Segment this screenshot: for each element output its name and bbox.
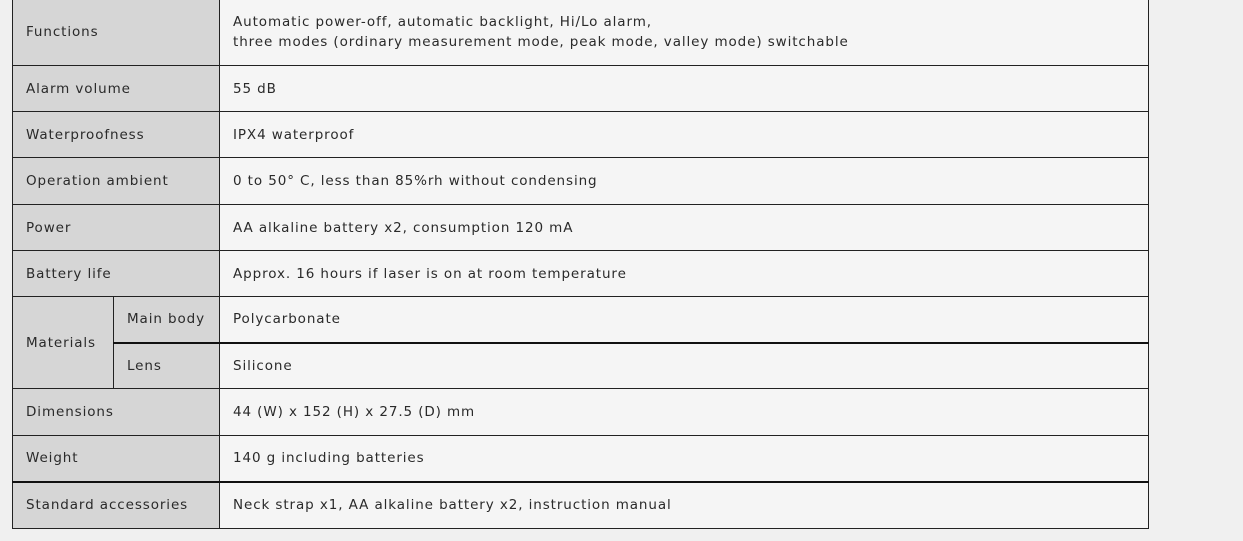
row-functions	[13, 0, 1149, 66]
weight-value: 140 g including batteries	[220, 436, 1149, 482]
waterproofness-label: Waterproofness	[13, 112, 220, 158]
alarm-volume-label: Alarm volume	[13, 66, 220, 112]
row-standard-accessories	[13, 482, 1149, 529]
waterproofness-value: IPX4 waterproof	[220, 112, 1149, 158]
spec-table-container	[12, 0, 1148, 529]
row-power	[13, 205, 1149, 251]
lens-value: Silicone	[220, 343, 1149, 389]
main-body-label: Main body	[114, 297, 220, 343]
dimensions-label: Dimensions	[13, 389, 220, 436]
alarm-volume-value: 55 dB	[220, 66, 1149, 112]
row-dimensions	[13, 389, 1149, 436]
standard-accessories-value: Neck strap x1, AA alkaline battery x2, instruction manual	[220, 482, 1149, 529]
functions-value	[220, 0, 1149, 66]
row-materials-main-body	[13, 297, 1149, 343]
row-operation-ambient	[13, 158, 1149, 205]
row-weight	[13, 436, 1149, 482]
functions-label: Functions	[13, 0, 220, 66]
dimensions-value: 44 (W) x 152 (H) x 27.5 (D) mm	[220, 389, 1149, 436]
main-body-value: Polycarbonate	[220, 297, 1149, 343]
materials-label: Materials	[13, 297, 114, 389]
power-label: Power	[13, 205, 220, 251]
operation-ambient-value: 0 to 50° C, less than 85%rh without condensing	[220, 158, 1149, 205]
functions-value-line2: three modes (ordinary measurement mode, peak mode, valley mode) switchable	[233, 34, 849, 50]
lens-label: Lens	[114, 343, 220, 389]
specifications-table	[12, 0, 1149, 529]
row-alarm-volume	[13, 66, 1149, 112]
operation-ambient-label: Operation ambient	[13, 158, 220, 205]
power-value: AA alkaline battery x2, consumption 120 mA	[220, 205, 1149, 251]
battery-life-label: Battery life	[13, 251, 220, 297]
row-battery-life	[13, 251, 1149, 297]
row-materials-lens	[13, 343, 1149, 389]
weight-label: Weight	[13, 436, 220, 482]
functions-value-line1: Automatic power-off, automatic backlight, Hi/Lo alarm,	[233, 14, 652, 30]
row-waterproofness	[13, 112, 1149, 158]
battery-life-value: Approx. 16 hours if laser is on at room temperature	[220, 251, 1149, 297]
standard-accessories-label: Standard accessories	[13, 482, 220, 529]
